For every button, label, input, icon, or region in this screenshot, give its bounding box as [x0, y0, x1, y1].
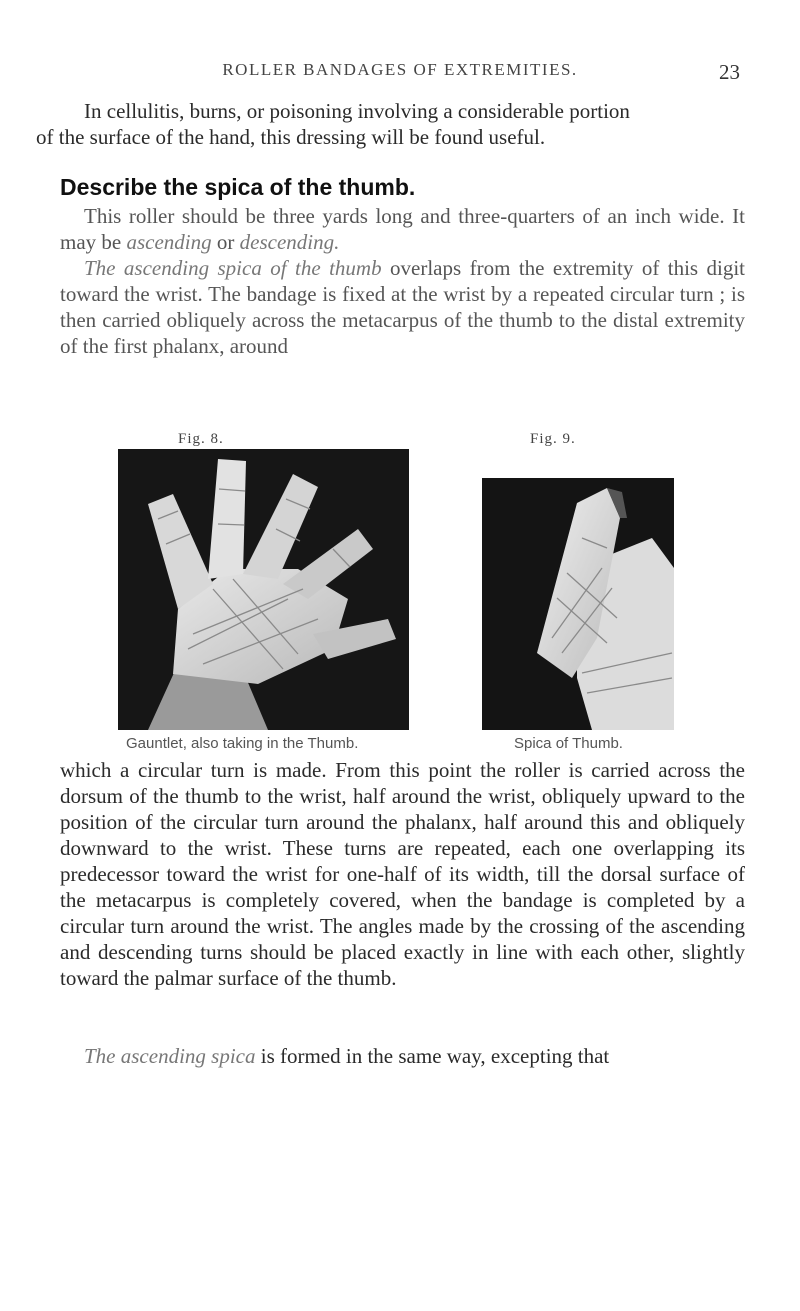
- figure-8-gauntlet-image: [118, 449, 409, 730]
- figure-9-label: Fig. 9.: [530, 431, 576, 447]
- section-heading: Describe the spica of the thumb.: [60, 174, 416, 200]
- page-number: 23: [719, 60, 740, 84]
- intro-line-1: In cellulitis, burns, or poisoning involving a considerable portion: [84, 99, 630, 123]
- ascending-spica-term-2: The ascending spica: [84, 1044, 256, 1068]
- ascending-spica-term: The ascending spica of the thumb: [84, 256, 382, 280]
- figure-8-label: Fig. 8.: [178, 431, 224, 447]
- spica-illustration: [482, 478, 674, 730]
- paragraph-length: This roller should be three yards long and three-quarters of an inch wide. It may be ascending or descending.: [60, 204, 745, 254]
- paragraph-ascending-spica-2: The ascending spica is formed in the same way, excepting that: [84, 1044, 610, 1068]
- ascending-term: ascending: [126, 230, 212, 254]
- descending-term: descending.: [239, 230, 340, 254]
- intro-paragraph: [36, 98, 745, 150]
- figure-9-spica-image: [482, 478, 674, 730]
- figure-9-caption: Spica of Thumb.: [514, 735, 623, 752]
- gauntlet-illustration: [118, 449, 409, 730]
- paragraph-ascending-spica: The ascending spica of the thumb overlaps from the extremity of this digit toward the wrist. The bandage is fixed at the wrist by a repeated circular turn ; is then carried obliquely across the metacarpus of the thumb to the distal extremity of the first phalanx, around: [60, 256, 746, 358]
- intro-line-2: of the surface of the hand, this dressing will be found useful.: [36, 125, 546, 149]
- running-header: [60, 60, 740, 90]
- figure-8-caption: Gauntlet, also taking in the Thumb.: [126, 735, 359, 752]
- running-title: ROLLER BANDAGES OF EXTREMITIES.: [222, 60, 578, 79]
- paragraph-turns: which a circular turn is made. From this point the roller is carried across the dorsum of the thumb to the wrist, half around the wrist, obliquely upward to the position of the circular turn around the phalanx, half around this and obliquely downward to the wrist. These turns are repeated, each one overlapping its predecessor toward the wrist for one-half of its width, till the dorsal surface of the metacarpus is completely covered, when the bandage is completed by a circular turn around the wrist. The angles made by the crossing of the ascending and descending turns should be placed exactly in line with each other, slightly toward the palmar surface of the thumb.: [60, 758, 745, 990]
